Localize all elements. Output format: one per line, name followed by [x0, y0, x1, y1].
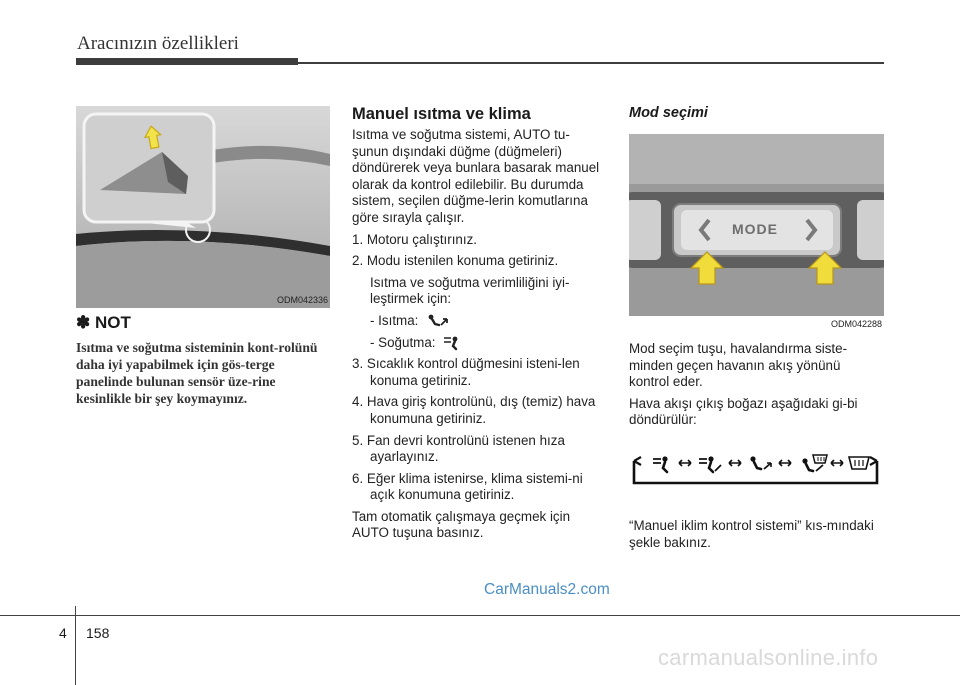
- step-4: 4. Hava giriş kontrolünü, dış (temiz) hava konumuna getiriniz.: [352, 394, 596, 426]
- arrow-icon-4: [831, 460, 843, 466]
- chapter-number: 4: [59, 625, 67, 641]
- mode-paragraph-3: “Manuel iklim kontrol sistemi” kıs-mındaki şekle bakınız.: [629, 518, 874, 550]
- footer-vertical-rule: [75, 606, 76, 685]
- note-title: ✽ NOT: [76, 313, 131, 332]
- sensor-photo: [76, 106, 330, 308]
- auto-paragraph: Tam otomatik çalışmaya geçmek için AUTO tuşuna basınız.: [352, 508, 571, 541]
- feet-mode-icon: [426, 313, 450, 329]
- heating-label: - Isıtma:: [370, 312, 419, 328]
- photo-code-mode: ODM042288: [830, 319, 882, 329]
- watermark-link[interactable]: CarManuals2.com: [484, 581, 610, 598]
- manual-section-body: [352, 127, 606, 547]
- step-6: 6. Eğer klima istenirse, klima sistemi-ni açık konumuna getiriniz.: [352, 470, 583, 503]
- feet-defrost-mode-icon-seq: [802, 455, 827, 471]
- heating-row: [352, 313, 606, 330]
- intro-paragraph: Isıtma ve soğutma sistemi, AUTO tu-şunun dışındaki düğme (düğmeleri) döndürerek veya bunlara basarak manuel olarak da kontrol edilebilir. Bu durumda sistem, seçilen düğme-lerin komutlarına göre sırayla çalışır.: [352, 127, 600, 225]
- header-title: Aracınızın özellikleri: [77, 33, 239, 54]
- step-1: 1. Motoru çalıştırınız.: [352, 231, 478, 247]
- note-text: Isıtma ve soğutma sisteminin kont-rolünü daha iyi yapabilmek için gös-terge panelinde bulunan sensör üze-rine kesinlikle bir şey koymayınız.: [76, 340, 318, 406]
- arrow-icon-2: [729, 460, 741, 466]
- bilevel-mode-icon-seq: [699, 456, 721, 472]
- footer-rule: [0, 615, 960, 616]
- face-mode-icon-seq: [653, 456, 668, 472]
- step-2-note: Isıtma ve soğutma verimliliğini iyi-leştirmek için:: [370, 274, 570, 307]
- mode-sequence-diagram: [629, 453, 881, 489]
- arrow-icon-1: [679, 460, 691, 466]
- feet-mode-icon-seq: [750, 456, 771, 469]
- face-mode-icon: [443, 335, 467, 351]
- page-number: 158: [86, 625, 110, 641]
- sensor-photo-illustration: [76, 106, 330, 308]
- mode-button-photo: [629, 134, 884, 330]
- cooling-row: [352, 335, 606, 352]
- step-2: 2. Modu istenilen konuma getiriniz.: [352, 253, 559, 269]
- header-rule-thin: [298, 62, 884, 64]
- section-title-mode: Mod seçimi: [629, 105, 708, 121]
- photo-code: ODM042336: [276, 295, 328, 305]
- arrow-icon-3: [779, 460, 791, 466]
- footer-url[interactable]: carmanualsonline.info: [658, 645, 879, 670]
- section-title-manual: Manuel ısıtma ve klima: [352, 105, 531, 123]
- mode-paragraph-2: Hava akışı çıkış boğazı aşağıdaki gi-bi döndürülür:: [629, 395, 858, 428]
- mode-section-body: [629, 341, 884, 434]
- header-rule-thick: [76, 58, 298, 65]
- step-5: 5. Fan devri kontrolünü istenen hıza ayarlayınız.: [352, 432, 565, 465]
- step-3: 3. Sıcaklık kontrol düğmesini isteni-len konuma getiriniz.: [352, 356, 580, 388]
- mode-button-label: MODE: [732, 221, 778, 237]
- defrost-mode-icon-seq: [849, 457, 869, 469]
- cooling-label: - Soğutma:: [370, 334, 436, 350]
- mode-paragraph-1: Mod seçim tuşu, havalandırma siste-minden geçen havanın akış yönünü kontrol eder.: [629, 341, 848, 390]
